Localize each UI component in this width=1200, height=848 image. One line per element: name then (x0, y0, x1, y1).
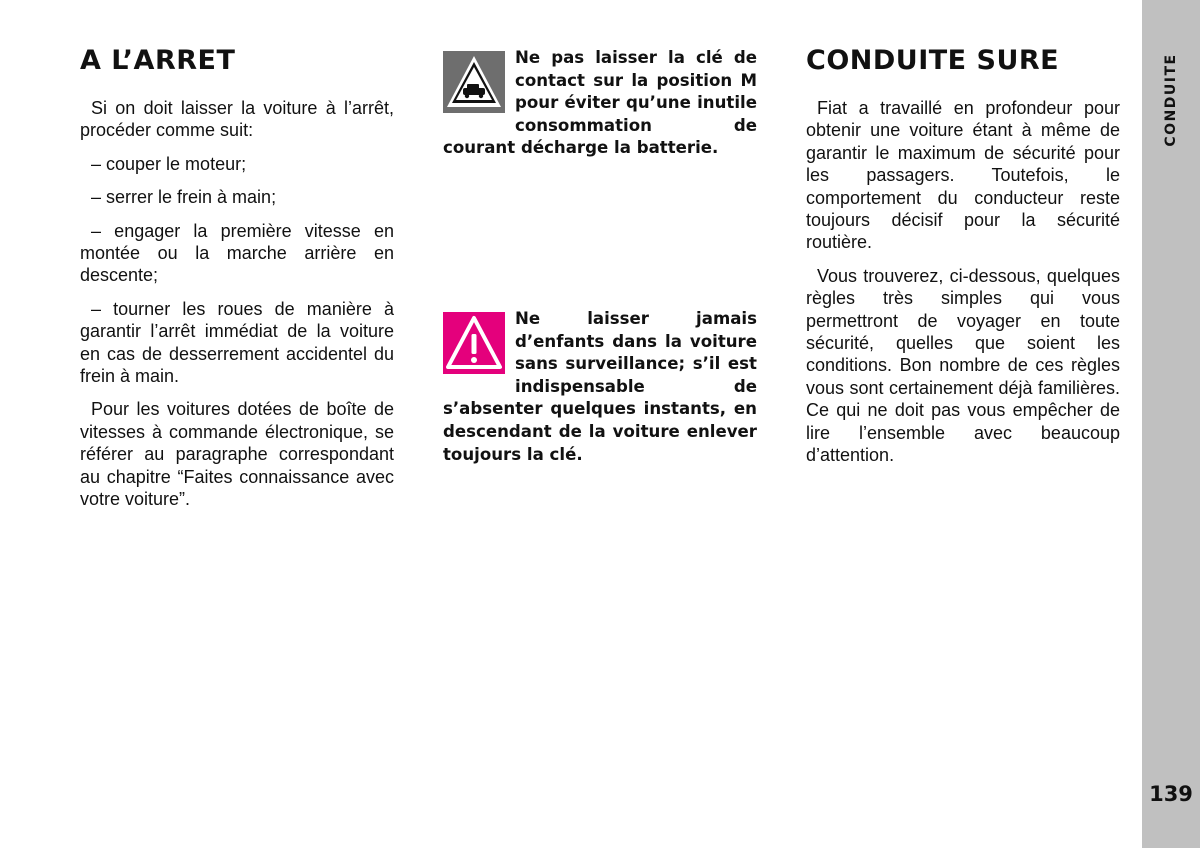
conduite-sure-body (806, 97, 1120, 478)
children-warning-box (443, 308, 757, 466)
car-battery-warning-icon (443, 51, 505, 113)
paragraph: Si on doit laisser la voiture à l’arrêt, procéder comme suit: (80, 98, 394, 141)
paragraph: Vous trouverez, ci-dessous, quelques règles très simples qui vous permettront de voyager en toute sécurité, quelles que soient les conditions. Bon nombre de ces règles vous sont certainement déjà familières. Ce qui ne doit pas vous empêcher de lire l’ensemble avec beaucoup d’attention. (806, 265, 1120, 466)
list-item: – couper le moteur; (91, 153, 247, 174)
chapter-label (1142, 0, 1200, 180)
page-number: 139 (1149, 782, 1193, 806)
paragraph: Fiat a travaillé en profondeur pour obtenir une voiture étant à même de garantir le maximum de sécurité pour les passagers. Toutefois, le comportement du conducteur reste toujours décisif pour la sécurité routière. (806, 98, 1120, 253)
arret-body (80, 97, 394, 522)
section-heading-conduite-sure: CONDUITE SURE (806, 45, 1060, 76)
battery-warning-box (443, 47, 757, 160)
list-item: – engager la première vitesse en montée ou la marche arrière en descente; (80, 220, 394, 286)
warning-text: Ne laisser jamais d’enfants dans la voiture sans surveillance; s’il est indispensable de s’absenter quelques instants, en descendant de la voiture enlever toujours la clé. (443, 309, 757, 464)
paragraph: Pour les voitures dotées de boîte de vitesses à commande électronique, se référer au paragraphe correspondant au chapitre “Faites connaissance avec votre voiture”. (80, 399, 394, 510)
list-item: – serrer le frein à main; (91, 187, 277, 208)
section-heading-arret: A L’ARRET (80, 45, 236, 76)
chapter-side-tab (1142, 0, 1200, 848)
warning-text: Ne pas laisser la clé de contact sur la position M pour éviter qu’une inutile consommation de courant décharge la batterie. (443, 48, 757, 158)
danger-triangle-icon (443, 312, 505, 374)
list-item: – tourner les roues de manière à garantir l’arrêt immédiat de la voiture en cas de desserrement accidentel du frein à main. (80, 298, 394, 387)
chapter-label-text: CONDUITE (1163, 53, 1179, 147)
